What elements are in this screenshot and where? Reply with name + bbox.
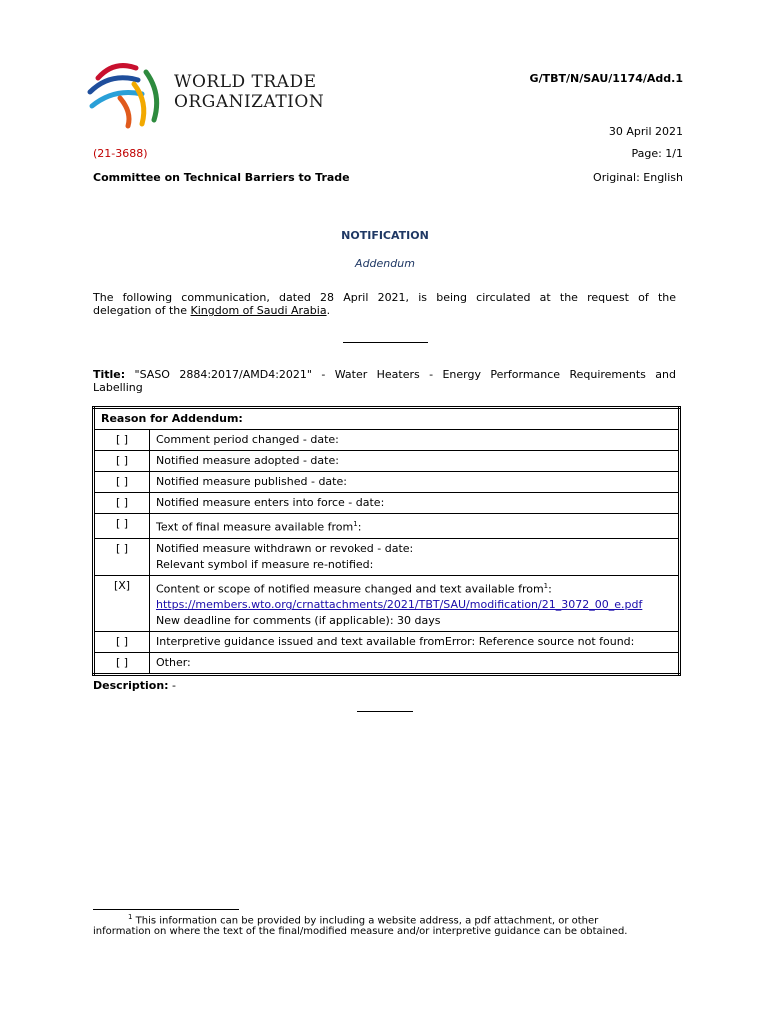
notification-heading: NOTIFICATION (341, 229, 429, 242)
intro-line-1: The following communication, dated 28 April 2021, is being circulated at the request of the (93, 291, 676, 304)
original-language: Original: English (593, 171, 683, 184)
table-row (94, 514, 680, 539)
table-header: Reason for Addendum: (94, 408, 680, 430)
reason-table (92, 406, 681, 676)
row-text: Content or scope of notified measure changed and text available from$^1$: https://members.wto.org/crnattachments/2021/TBT/SAU/modification/21_3072_00_e.pdf New deadline for comments (if applicable): 30 days (150, 575, 680, 632)
table-row (94, 430, 680, 451)
org-name-line2: ORGANIZATION (174, 92, 325, 112)
attachment-link[interactable]: https://members.wto.org/crnattachments/2021/TBT/SAU/modification/21_3072_00_e.pdf (156, 598, 643, 612)
footnote-rule (93, 909, 239, 910)
table-row (94, 451, 680, 472)
wto-logo-icon (84, 58, 164, 130)
table-row (94, 538, 680, 575)
table-row (94, 632, 680, 653)
checkbox[interactable]: [ ] (94, 653, 150, 675)
checkbox[interactable]: [ ] (94, 632, 150, 653)
notification-subheading: Addendum (355, 257, 415, 270)
document-date: 30 April 2021 (608, 125, 683, 138)
table-row (94, 493, 680, 514)
checkbox[interactable]: [X] (94, 575, 150, 632)
page-number: Page: 1/1 (631, 147, 683, 160)
table-row (94, 575, 680, 632)
checkbox[interactable]: [ ] (94, 430, 150, 451)
row-text: Comment period changed - date: (150, 430, 680, 451)
footnote-line-1: $^1$ This information can be provided by including a website address, a pdf attachment, or other (128, 913, 599, 927)
row-text: Notified measure published - date: (150, 472, 680, 493)
checkbox[interactable]: [ ] (94, 472, 150, 493)
table-row (94, 653, 680, 675)
row-text: Text of final measure available from$^1$: (150, 514, 680, 539)
row-text: Notified measure enters into force - date: (150, 493, 680, 514)
row-text: Notified measure adopted - date: (150, 451, 680, 472)
country-link[interactable]: Kingdom of Saudi Arabia (190, 304, 327, 317)
table-header-row (94, 408, 680, 430)
row-text: Notified measure withdrawn or revoked - date: Relevant symbol if measure re-notified: (150, 538, 680, 575)
row-text: Other: (150, 653, 680, 675)
description: Description: - (93, 679, 177, 692)
document-symbol: G/TBT/N/SAU/1174/Add.1 (529, 72, 683, 85)
separator-rule (343, 342, 428, 343)
row-text: Interpretive guidance issued and text available fromError: Reference source not found: (150, 632, 680, 653)
document-number: (21-3688) (93, 147, 148, 160)
checkbox[interactable]: [ ] (94, 514, 150, 539)
end-rule (357, 711, 413, 712)
footnote-line-2: information on where the text of the final/modified measure and/or interpretive guidance can be obtained. (93, 926, 628, 937)
table-row (94, 472, 680, 493)
footnote-ref[interactable]: 1 (353, 520, 358, 528)
org-name-line1: WORLD TRADE (174, 72, 317, 92)
checkbox[interactable]: [ ] (94, 538, 150, 575)
title-line-1: Title: "SASO 2884:2017/AMD4:2021" - Water Heaters - Energy Performance Requirements and (93, 368, 676, 381)
title-line-2: Labelling (93, 381, 143, 394)
intro-line-2: delegation of the Kingdom of Saudi Arabia. (93, 304, 331, 317)
committee-name: Committee on Technical Barriers to Trade (93, 171, 350, 184)
checkbox[interactable]: [ ] (94, 451, 150, 472)
checkbox[interactable]: [ ] (94, 493, 150, 514)
footnote-ref[interactable]: 1 (543, 581, 549, 590)
